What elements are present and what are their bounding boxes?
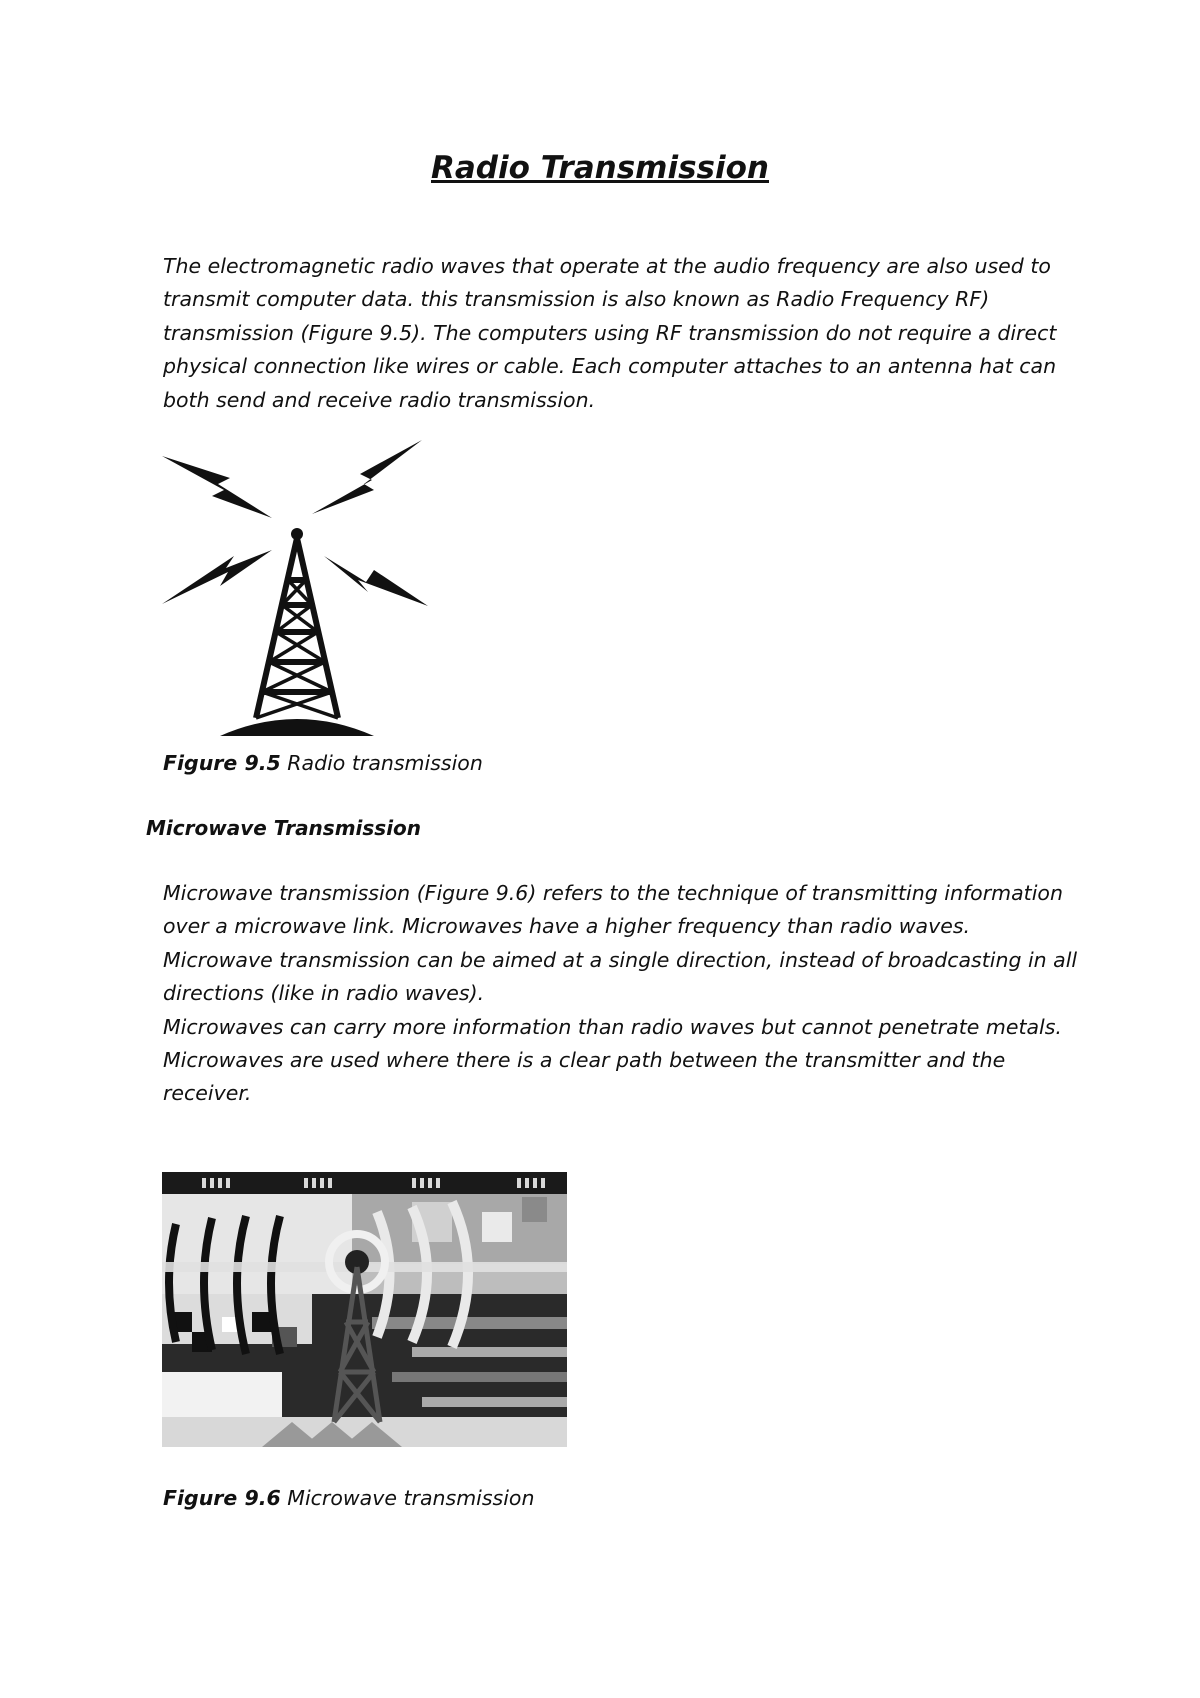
microwave-body [163,877,1083,1111]
radio-tower-icon [160,440,430,745]
figure-number: Figure 9.6 [163,1486,281,1510]
figure-number: Figure 9.5 [163,751,281,775]
figure-9-6-caption [163,1486,534,1510]
microwave-paragraph: Microwaves are used where there is a clear path between the transmitter and the receiver. [163,1048,1006,1106]
figure-caption-text: Radio transmission [280,751,483,775]
figure-9-5-caption [163,751,483,775]
page-title: Radio Transmission [431,150,769,186]
microwave-paragraph: Microwaves can carry more information than radio waves but cannot penetrate metals. [163,1014,1062,1039]
microwave-paragraph: Microwave transmission (Figure 9.6) refers to the technique of transmitting information over a microwave link. Microwaves have a higher frequency than radio waves. Microwave transmission can be aimed at a single direction, instead of broadcasting in all directions (like in radio waves). [163,881,1078,1006]
section-heading-microwave: Microwave Transmission [146,816,422,840]
figure-caption-text: Microwave transmission [280,1486,535,1510]
intro-paragraph: The electromagnetic radio waves that operate at the audio frequency are also used to transmit computer data. this transmission is also known as Radio Frequency RF) transmission (Figure 9.5). The computers using RF transmission do not require a direct physical connection like wires or cable. Each computer attaches to an antenna hat can both send and receive radio transmission. [163,254,1057,412]
microwave-transmission-illustration [162,1172,567,1447]
